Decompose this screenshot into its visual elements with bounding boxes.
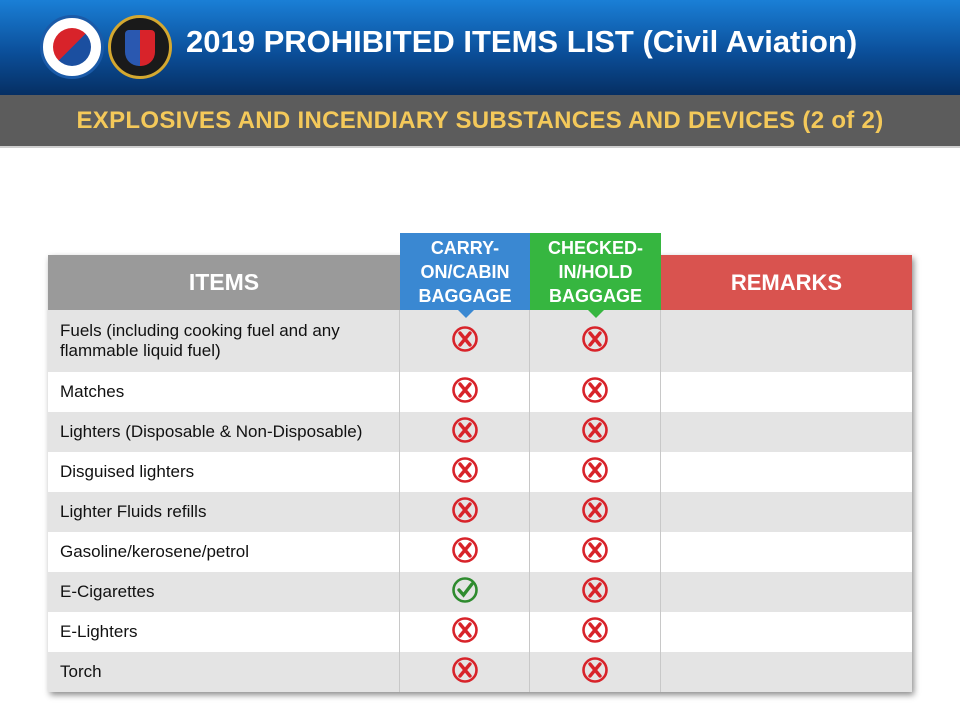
item-name: E-Lighters [48, 612, 400, 652]
prohibited-x-icon [581, 325, 609, 358]
carry-on-status [400, 412, 530, 452]
carry-on-status [400, 492, 530, 532]
remarks-cell [661, 412, 912, 452]
checked-status [530, 412, 661, 452]
prohibited-x-icon [451, 456, 479, 489]
item-name: Fuels (including cooking fuel and any flammable liquid fuel) [48, 310, 400, 372]
checked-status [530, 452, 661, 492]
column-header-items: ITEMS [48, 255, 400, 310]
item-name: Matches [48, 372, 400, 412]
header-line: BAGGAGE [548, 285, 642, 306]
table-row [48, 652, 912, 692]
column-header-remarks: REMARKS [661, 255, 912, 310]
header-line: CARRY- [430, 237, 500, 258]
prohibited-x-icon [581, 656, 609, 689]
carry-on-status [400, 572, 530, 612]
remarks-cell [661, 492, 912, 532]
prohibited-x-icon [451, 325, 479, 358]
prohibited-x-icon [581, 536, 609, 569]
prohibited-x-icon [581, 496, 609, 529]
item-name: E-Cigarettes [48, 572, 400, 612]
checked-status [530, 372, 661, 412]
remarks-cell [661, 532, 912, 572]
checked-status [530, 532, 661, 572]
carry-on-status [400, 652, 530, 692]
category-banner [0, 95, 960, 148]
checked-status [530, 310, 661, 372]
remarks-cell [661, 612, 912, 652]
prohibited-x-icon [451, 376, 479, 409]
table-row [48, 532, 912, 572]
checked-status [530, 492, 661, 532]
prohibited-x-icon [581, 616, 609, 649]
remarks-cell [661, 310, 912, 372]
item-name: Lighters (Disposable & Non-Disposable) [48, 412, 400, 452]
page-title: 2019 PROHIBITED ITEMS LIST (Civil Aviation) [186, 24, 858, 59]
table-row [48, 372, 912, 412]
table-row [48, 612, 912, 652]
table-row [48, 572, 912, 612]
remarks-cell [661, 572, 912, 612]
header-pointer [588, 310, 604, 318]
prohibited-x-icon [451, 656, 479, 689]
prohibited-x-icon [451, 536, 479, 569]
dotr-logo [40, 15, 104, 79]
allowed-check-icon [451, 576, 479, 609]
carry-on-status [400, 452, 530, 492]
column-header-carry-on [400, 233, 530, 310]
remarks-cell [661, 372, 912, 412]
carry-on-status [400, 310, 530, 372]
ots-logo [108, 15, 172, 79]
prohibited-x-icon [581, 576, 609, 609]
carry-on-status [400, 532, 530, 572]
header-line: CHECKED- [547, 237, 643, 258]
table-row [48, 492, 912, 532]
table-row [48, 452, 912, 492]
prohibited-x-icon [581, 376, 609, 409]
prohibited-x-icon [451, 496, 479, 529]
checked-status [530, 572, 661, 612]
prohibited-x-icon [451, 416, 479, 449]
prohibited-x-icon [581, 456, 609, 489]
header-line: BAGGAGE [418, 285, 512, 306]
table-row [48, 310, 912, 372]
prohibited-x-icon [581, 416, 609, 449]
item-name: Gasoline/kerosene/petrol [48, 532, 400, 572]
checked-status [530, 612, 661, 652]
carry-on-status [400, 372, 530, 412]
carry-on-status [400, 612, 530, 652]
checked-status [530, 652, 661, 692]
remarks-cell [661, 652, 912, 692]
item-name: Torch [48, 652, 400, 692]
header-line: IN/HOLD [558, 261, 633, 282]
item-name: Disguised lighters [48, 452, 400, 492]
item-name: Lighter Fluids refills [48, 492, 400, 532]
category-title: EXPLOSIVES AND INCENDIARY SUBSTANCES AND DEVICES (2 of 2) [76, 107, 884, 134]
remarks-cell [661, 452, 912, 492]
table-row [48, 412, 912, 452]
header-line: ON/CABIN [420, 261, 510, 282]
header-pointer [458, 310, 474, 318]
column-header-checked [530, 233, 661, 310]
header-banner [0, 0, 960, 95]
prohibited-x-icon [451, 616, 479, 649]
